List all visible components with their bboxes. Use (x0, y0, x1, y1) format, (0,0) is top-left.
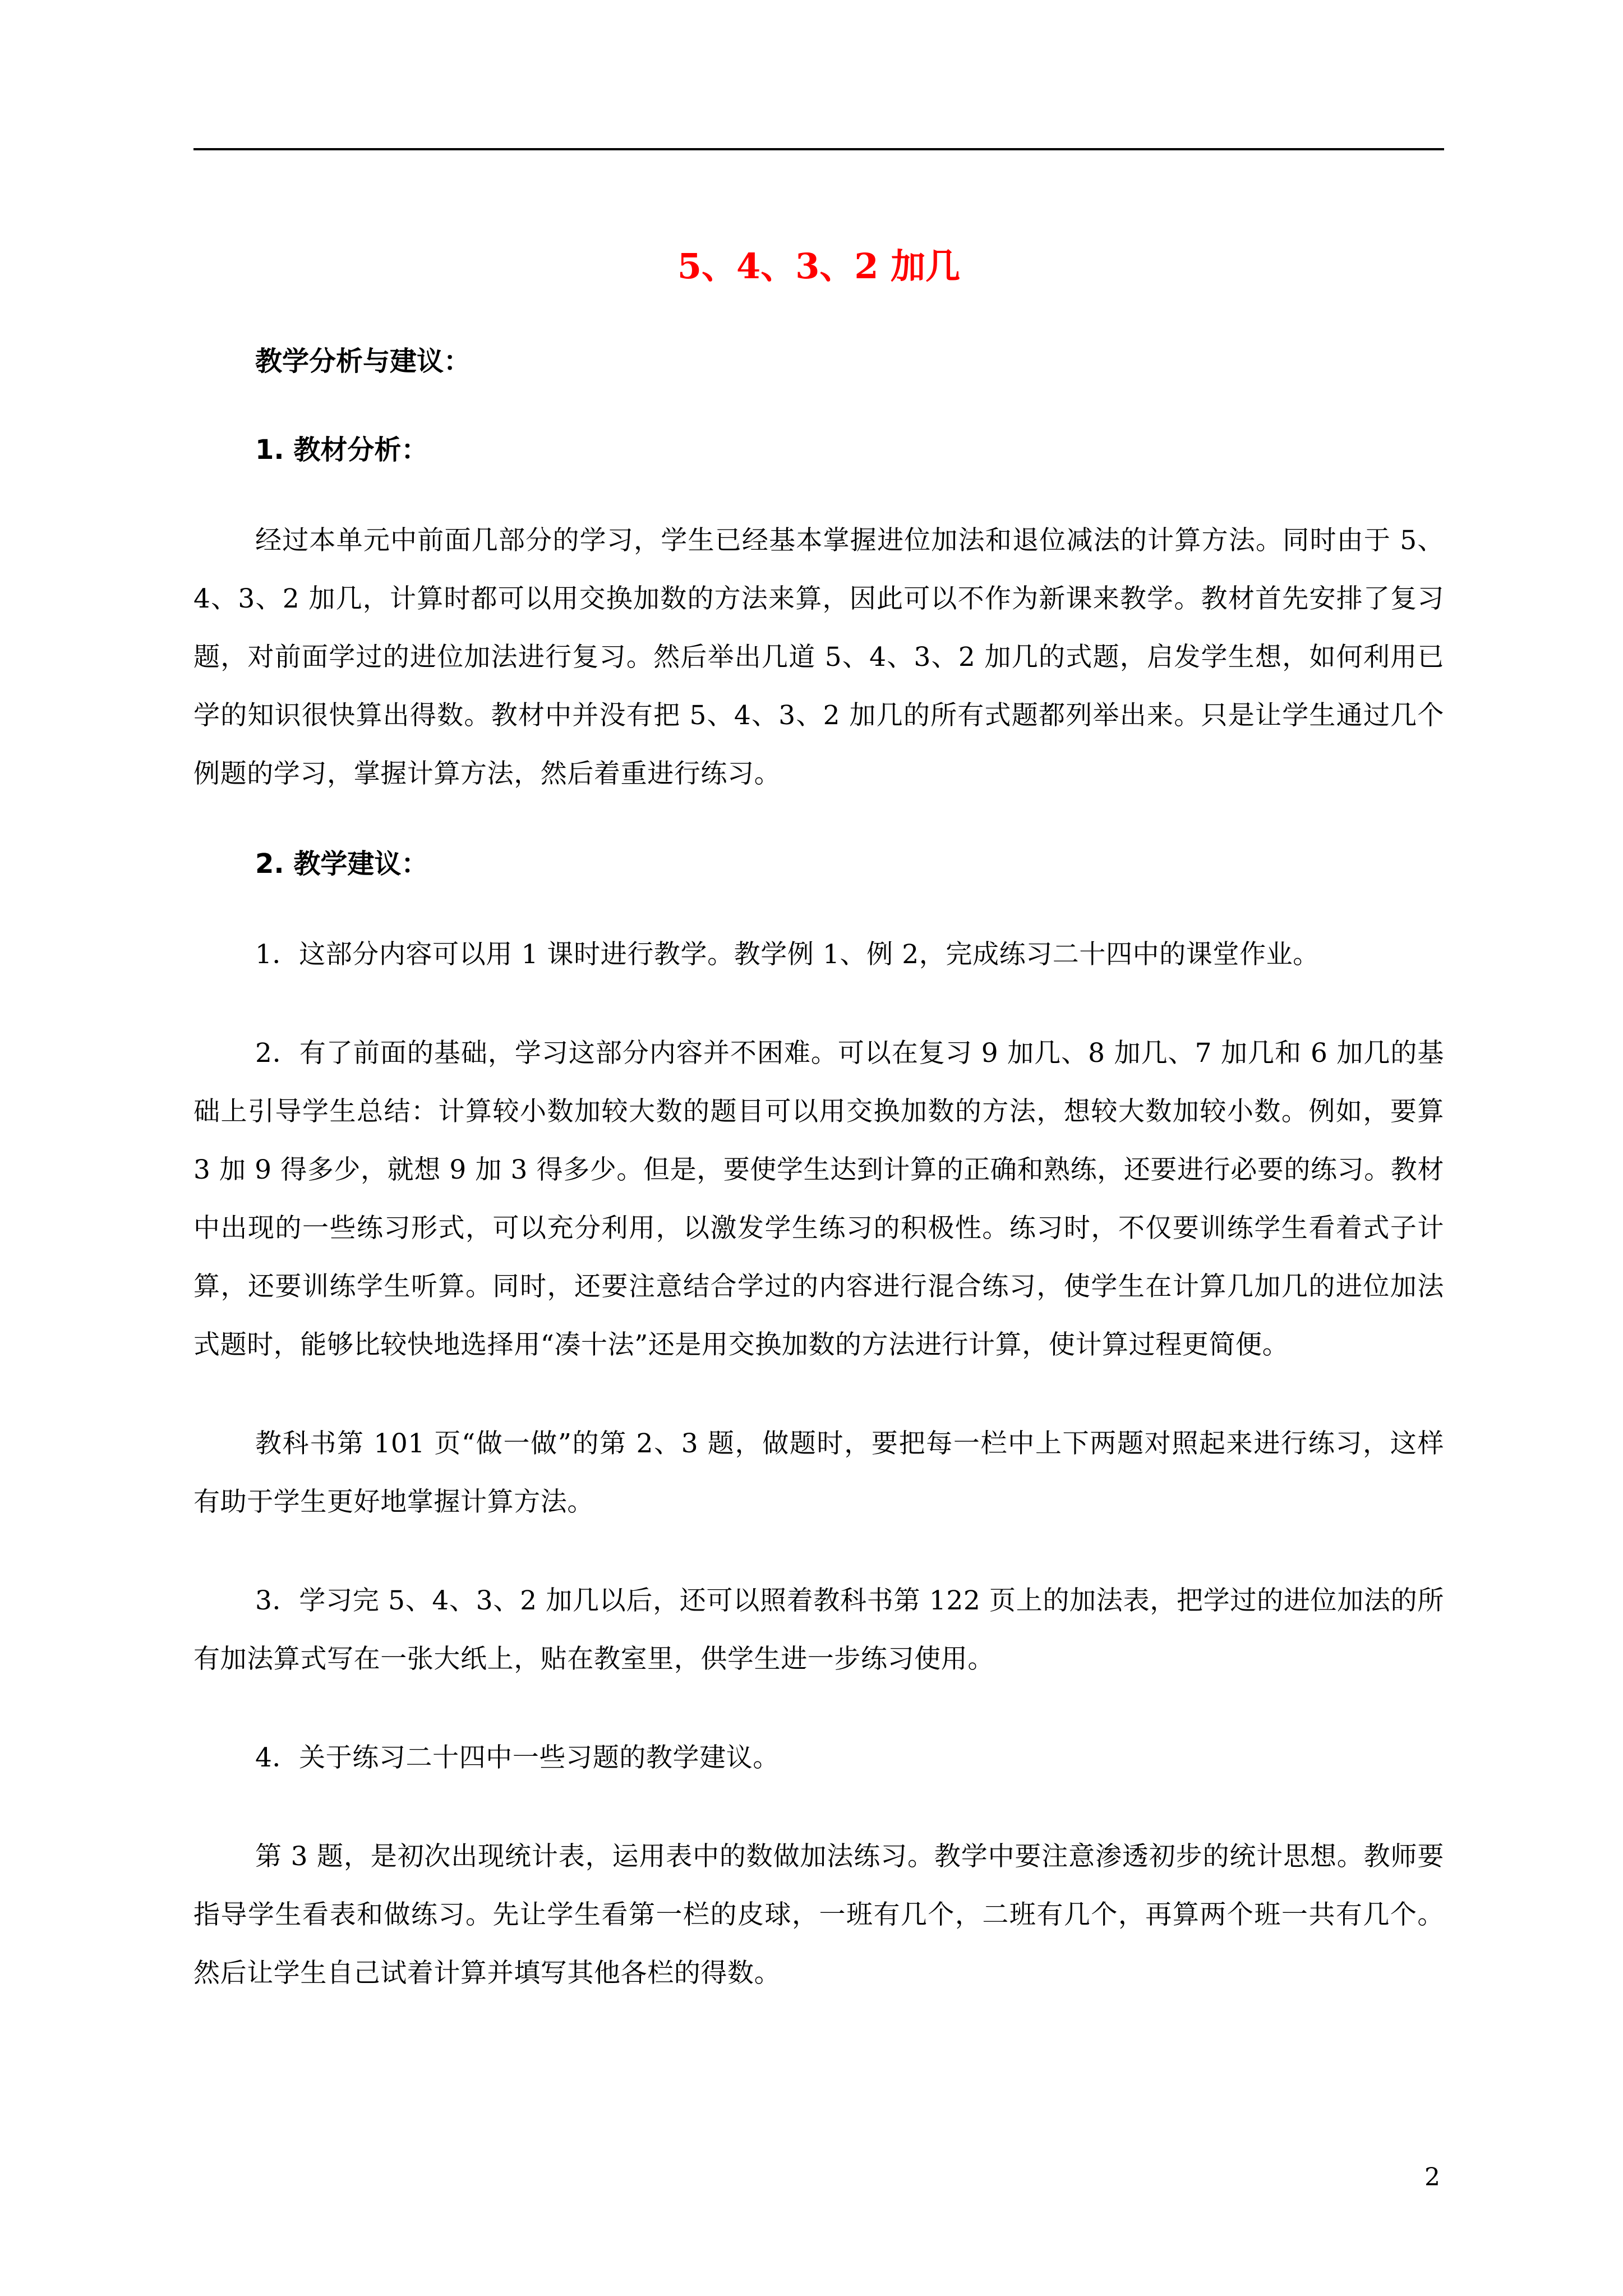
suggestion-item-2-note: 教科书第 101 页“做一做”的第 2、3 题，做题时，要把每一栏中上下两题对照起来进行练习，这样有助于学生更好地掌握计算方法。 (193, 1428, 1444, 1517)
suggestion-item-1: 1．这部分内容可以用 1 课时进行教学。教学例 1、例 2，完成练习二十四中的课堂作业。 (255, 939, 1320, 970)
section-heading: 教学分析与建议： (255, 346, 471, 377)
paragraph-textbook-analysis: 经过本单元中前面几部分的学习，学生已经基本掌握进位加法和退位减法的计算方法。同时由于 5、4、3、2 加几，计算时都可以用交换加数的方法来算，因此可以不作为新课来教学。教材首先安排了复习题，对前面学过的进位加法进行复习。然后举出几道 5、4、3、2 加几的式题，启发学生想，如何利用已学的知识很快算出得数。教材中并没有把 5、4、3、2 加几的所有式题都列举出来。只是让学生通过几个例题的学习，掌握计算方法，然后着重进行练习。 (193, 525, 1444, 789)
suggestion-item-4-detail: 第 3 题，是初次出现统计表，运用表中的数做加法练习。教学中要注意渗透初步的统计思想。教师要指导学生看表和做练习。先让学生看第一栏的皮球，一班有几个，二班有几个，再算两个班一共有几个。然后让学生自己试着计算并填写其他各栏的得数。 (193, 1841, 1444, 1989)
page-number: 2 (1424, 2163, 1440, 2192)
document-body (193, 236, 1444, 2003)
document-title: 5、4、3、2 加几 (677, 246, 961, 287)
subsection-heading-textbook-analysis: 1. 教材分析： (255, 434, 428, 466)
header-rule (193, 148, 1444, 150)
suggestion-item-4: 4．关于练习二十四中一些习题的教学建议。 (255, 1742, 780, 1773)
suggestion-item-3: 3．学习完 5、4、3、2 加几以后，还可以照着教科书第 122 页上的加法表，把学过的进位加法的所有加法算式写在一张大纸上，贴在教室里，供学生进一步练习使用。 (193, 1585, 1444, 1674)
suggestion-item-2: 2．有了前面的基础，学习这部分内容并不困难。可以在复习 9 加几、8 加几、7 加几和 6 加几的基础上引导学生总结：计算较小数加较大数的题目可以用交换加数的方法，想较大数加较小数。例如，要算 3 加 9 得多少，就想 9 加 3 得多少。但是，要使学生达到计算的正确和熟练，还要进行必要的练习。教材中出现的一些练习形式，可以充分利用，以激发学生练习的积极性。练习时，不仅要训练学生看着式子计算，还要训练学生听算。同时，还要注意结合学过的内容进行混合练习，使学生在计算几加几的进位加法式题时，能够比较快地选择用“凑十法”还是用交换加数的方法进行计算，使计算过程更简便。 (193, 1038, 1444, 1360)
subsection-heading-teaching-suggestions: 2. 教学建议： (255, 848, 428, 880)
